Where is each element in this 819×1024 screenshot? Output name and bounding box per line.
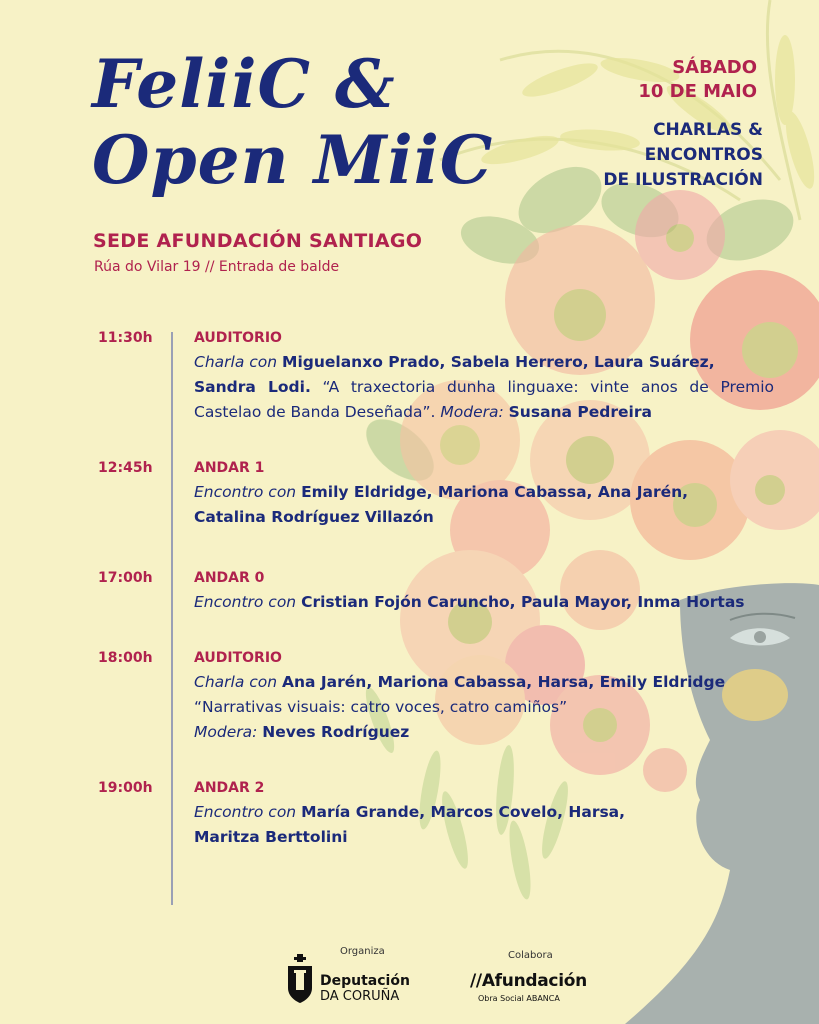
event-time: 18:00h (98, 650, 153, 666)
event-place: ANDAR 1 (194, 460, 265, 476)
event-place: ANDAR 2 (194, 780, 265, 796)
event-names: Miguelanxo Prado, Sabela Herrero, Laura Suárez, (282, 353, 715, 371)
moderator-name: Neves Rodríguez (262, 723, 410, 741)
moderator-name: Susana Pedreira (508, 403, 652, 421)
event-time: 19:00h (98, 780, 153, 796)
event-description: “Narrativas visuais: catro voces, catro camiños” (194, 698, 568, 716)
topic-line-1: CHARLAS & (653, 120, 763, 140)
date-block (638, 56, 757, 104)
event-lead: Charla con (194, 673, 283, 691)
event-names: Catalina Rodríguez Villazón (194, 508, 434, 526)
event-title (92, 46, 493, 198)
title-line-2: Open MiiC (92, 121, 494, 199)
event-time: 17:00h (98, 570, 153, 586)
event-names: María Grande, Marcos Covelo, Harsa, (301, 803, 626, 821)
event-names: Emily Eldridge, Mariona Cabassa, Ana Jarén, (301, 483, 689, 501)
event-place: AUDITORIO (194, 330, 282, 346)
event-line (194, 375, 774, 425)
organizer-name: Deputación (320, 973, 410, 989)
event-line (194, 350, 774, 375)
event-line (194, 695, 774, 720)
event-names: Sandra Lodi. (194, 378, 311, 396)
deputacion-crest-icon (285, 954, 315, 1004)
topic-block (603, 118, 763, 193)
event-lead: Charla con (194, 353, 283, 371)
event-time: 11:30h (98, 330, 153, 346)
event-description: “A traxectoria dunha linguaxe: vinte anos de Premio Castelao de Banda Deseñada”. (194, 378, 774, 421)
event-place: ANDAR 0 (194, 570, 265, 586)
event-names: Maritza Berttolini (194, 828, 348, 846)
sponsor-logos (0, 940, 819, 1020)
event-line (194, 590, 774, 615)
title-line-1: FeliiC & (92, 45, 396, 123)
date-label: 10 DE MAIO (638, 81, 757, 102)
sponsor-name: //Afundación (470, 971, 587, 991)
event-lead: Encontro con (194, 803, 302, 821)
event-line (194, 480, 774, 505)
topic-line-3: DE ILUSTRACIÓN (603, 170, 763, 190)
event-line (194, 720, 774, 745)
colabora-label: Colabora (508, 950, 553, 961)
event-names: Cristian Fojón Caruncho, Paula Mayor, Inma Hortas (301, 593, 745, 611)
event-names: Ana Jarén, Mariona Cabassa, Harsa, Emily Eldridge (282, 673, 726, 691)
event-place: AUDITORIO (194, 650, 282, 666)
venue-name: SEDE AFUNDACIÓN SANTIAGO (93, 230, 423, 252)
moderator-label: Modera: (194, 723, 263, 741)
event-line (194, 505, 774, 530)
event-line (194, 670, 774, 695)
event-line (194, 800, 774, 825)
organiza-label: Organiza (340, 946, 385, 957)
topic-line-2: ENCONTROS (644, 145, 763, 165)
event-time: 12:45h (98, 460, 153, 476)
timeline-divider (171, 332, 173, 905)
event-lead: Encontro con (194, 483, 302, 501)
organizer-sub: DA CORUÑA (320, 989, 400, 1004)
day-label: SÁBADO (672, 57, 757, 78)
sponsor-sub: Obra Social ABANCA (478, 994, 560, 1003)
venue-address: Rúa do Vilar 19 // Entrada de balde (94, 259, 340, 275)
event-line (194, 825, 774, 850)
moderator-label: Modera: (435, 403, 509, 421)
event-lead: Encontro con (194, 593, 302, 611)
